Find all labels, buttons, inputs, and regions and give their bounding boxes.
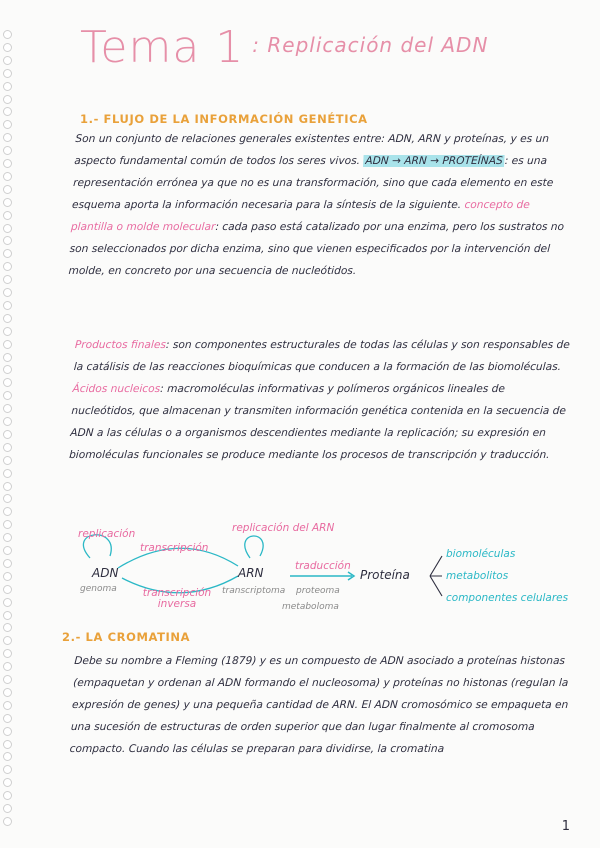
section1-p5-text: : macromoléculas informativas y polímeros orgánicos lineales de nucleótidos, que almacenan y transmiten información genética contenida en la secuencia de ADN a las células o a organismos descendientes mediante la replicación; su expresión en biomoléculas funcionales se produce mediante los procesos de transcripción y traducción. <box>68 383 567 461</box>
notebook-hole <box>3 585 12 594</box>
notebook-hole <box>3 494 12 503</box>
notebook-hole <box>3 765 12 774</box>
notebook-hole <box>3 572 12 581</box>
flow-highlight: ADN → ARN → PROTEÍNAS <box>365 155 504 167</box>
notebook-hole <box>3 249 12 258</box>
notebook-hole <box>3 507 12 516</box>
notebook-hole <box>3 224 12 233</box>
title-main: Tema 1 <box>80 22 245 73</box>
notebook-hole <box>3 469 12 478</box>
label-transcripcion: transcripción <box>140 542 209 554</box>
label-replicacion-arn: replicación del ARN <box>232 522 335 534</box>
label-metaboloma: metaboloma <box>282 602 339 612</box>
label-transcripcion-inversa: transcripción inversa <box>142 587 212 610</box>
notebook-hole <box>3 69 12 78</box>
notebook-hole <box>3 340 12 349</box>
label-genoma: genoma <box>80 584 117 594</box>
section1-p2-text: : es una representación errónea ya que no es una transformación, sino que cada elemento en este esquema aporta la información necesaria para la síntesis de la siguiente. <box>71 155 554 211</box>
notebook-hole <box>3 778 12 787</box>
section2-paragraph-1: Debe su nombre a Fleming (1879) y es un compuesto de ADN asociado a proteínas histonas (empaquetan y ordenan al ADN formando el nucleosoma) y proteínas no histonas (regulan la expresión de genes) y una pequeña cantidad de ARN. El ADN cromosómico se empaqueta en una sucesión de estructuras de orden superior que dan lugar finalmente al cromosoma compacto. Cuando las células se preparan para dividirse, la cromatina <box>69 655 569 755</box>
notebook-hole <box>3 159 12 168</box>
notebook-hole <box>3 391 12 400</box>
section1-p3-text: : cada paso está catalizado por una enzima, pero los sustratos no son seleccionados por dicha enzima, sino que vienen especificados por la intervención del molde, en concreto por una secuencia de nucleótidos. <box>68 221 565 277</box>
notebook-hole <box>3 740 12 749</box>
section1-p1-text: Son un conjunto de relaciones generales existentes entre: ADN, ARN y proteínas, y es un aspecto fundamental común de todos los seres vivos. <box>73 133 550 167</box>
section2-heading: 2.- LA CROMATINA <box>62 630 191 644</box>
label-biomoleculas: biomoléculas <box>446 548 516 560</box>
notebook-hole <box>3 275 12 284</box>
notebook-hole <box>3 482 12 491</box>
notebook-hole <box>3 636 12 645</box>
notebook-hole <box>3 417 12 426</box>
notebook-hole <box>3 520 12 529</box>
label-metabolitos: metabolitos <box>446 570 509 582</box>
notebook-hole <box>3 649 12 658</box>
notebook-hole <box>3 456 12 465</box>
notebook-hole <box>3 546 12 555</box>
notebook-hole <box>3 727 12 736</box>
term-productos: Productos finales <box>74 339 167 351</box>
notebook-hole <box>3 675 12 684</box>
notebook-hole <box>3 30 12 39</box>
notebook-hole <box>3 443 12 452</box>
title-sub: : Replicación del ADN <box>252 33 489 57</box>
notebook-hole <box>3 327 12 336</box>
notebook-hole <box>3 95 12 104</box>
section1-p4-text: : son componentes estructurales de todas las células y son responsables de la catálisis de las reacciones bioquímicas que conducen a la formación de las biomoléculas. <box>73 339 571 373</box>
notebook-hole <box>3 82 12 91</box>
notebook-hole <box>3 43 12 52</box>
section1-paragraph-2 <box>69 334 576 466</box>
notebook-hole <box>3 120 12 129</box>
label-arn: ARN <box>238 566 264 580</box>
notebook-hole <box>3 430 12 439</box>
notebook-hole <box>3 56 12 65</box>
branch-arrows <box>430 556 442 596</box>
notebook-hole <box>3 701 12 710</box>
notebook-hole <box>3 791 12 800</box>
notebook-hole <box>3 804 12 813</box>
label-proteina: Proteína <box>360 568 410 582</box>
notebook-hole <box>3 133 12 142</box>
notebook-hole <box>3 198 12 207</box>
notebook-hole <box>3 301 12 310</box>
rna-replication-loop-arrow <box>245 536 263 558</box>
notebook-hole <box>3 688 12 697</box>
label-traduccion: traducción <box>295 560 351 572</box>
notebook-hole <box>3 378 12 387</box>
section1-paragraph-1 <box>68 128 576 282</box>
notebook-hole <box>3 185 12 194</box>
section1-heading: 1.- FLUJO DE LA INFORMACIÓN GENÉTICA <box>80 112 368 126</box>
notebook-hole <box>3 107 12 116</box>
notebook-hole <box>3 623 12 632</box>
label-transcriptoma: transcriptoma <box>222 586 286 596</box>
notebook-hole <box>3 559 12 568</box>
page-title <box>80 22 488 73</box>
notebook-hole <box>3 533 12 542</box>
notebook-holes <box>3 30 13 830</box>
label-componentes: componentes celulares <box>446 592 569 604</box>
notebook-hole <box>3 714 12 723</box>
notebook-hole <box>3 314 12 323</box>
notebook-hole <box>3 211 12 220</box>
notebook-hole <box>3 236 12 245</box>
notebook-hole <box>3 172 12 181</box>
notebook-hole <box>3 288 12 297</box>
notebook-hole <box>3 404 12 413</box>
notebook-hole <box>3 752 12 761</box>
notebook-hole <box>3 365 12 374</box>
notebook-hole <box>3 262 12 271</box>
label-proteoma: proteoma <box>296 586 340 596</box>
notebook-hole <box>3 662 12 671</box>
notebook-hole <box>3 611 12 620</box>
label-adn: ADN <box>92 566 119 580</box>
page-number: 1 <box>561 819 570 834</box>
notebook-hole <box>3 598 12 607</box>
label-replicacion: replicación <box>78 528 136 540</box>
notebook-hole <box>3 817 12 826</box>
notebook-hole <box>3 353 12 362</box>
term-molde: concepto de plantilla o molde molecular <box>70 199 531 233</box>
notebook-hole <box>3 146 12 155</box>
flow-diagram <box>60 520 580 620</box>
term-acidos: Ácidos nucleicos <box>72 383 161 395</box>
